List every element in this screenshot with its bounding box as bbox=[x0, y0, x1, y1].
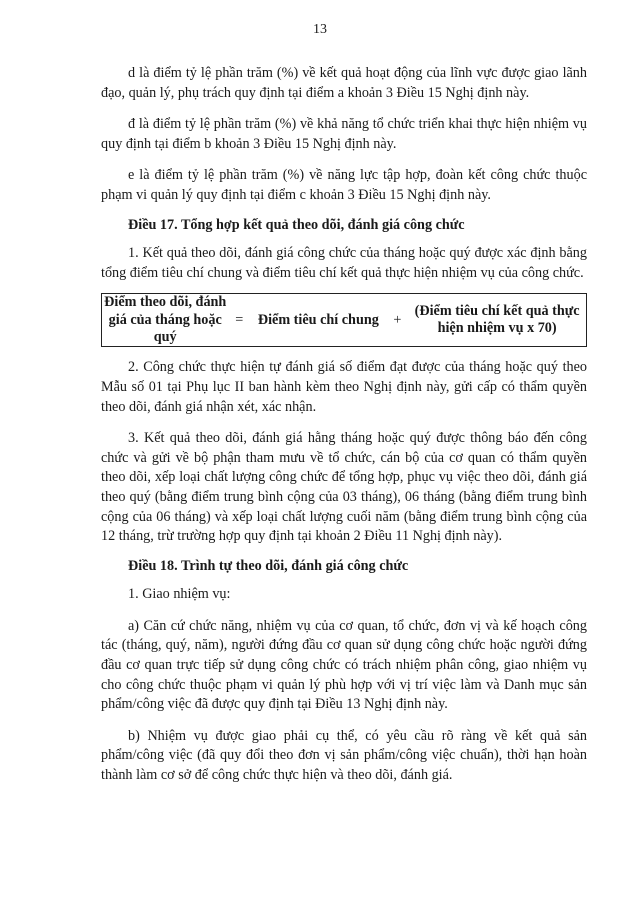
article-18-clause-1: 1. Giao nhiệm vụ: bbox=[128, 586, 231, 603]
article-18-point-b: b) Nhiệm vụ được giao phải cụ thể, có yêu cầu rõ ràng về kết quả sản phẩm/công việc (đã quy đổi theo đơn vị sản phẩm/công việc chuẩn), thời hạn hoàn thành làm cơ sở để công chức thực hiện và theo dõi, đánh giá. bbox=[101, 727, 587, 784]
formula-equals: = bbox=[235, 311, 244, 328]
formula-left-term: Điểm theo dõi, đánh giá của tháng hoặc quý bbox=[104, 294, 227, 346]
article-18-point-a: a) Căn cứ chức năng, nhiệm vụ của cơ quan, tổ chức, đơn vị và kế hoạch công tác (tháng, quý, năm), người đứng đầu cơ quan sử dụng công chức hoặc người đứng đầu cơ quan trực tiếp sử dụng công chức có trách nhiệm phân công, giao nhiệm vụ cho công chức thuộc phạm vi quản lý phù hợp với vị trí việc làm và Danh mục sản phẩm/công việc đã được quy định tại Điều 13 Nghị định này. bbox=[101, 617, 587, 713]
article-17-clause-3: 3. Kết quả theo dõi, đánh giá hằng tháng hoặc quý được thông báo đến công chức và gửi về bộ phận tham mưu về tổ chức, cán bộ của cơ quan có thẩm quyền theo dõi, xếp loại chất lượng công chức để tổng hợp, phục vụ việc theo dõi, đánh giá theo quý (bằng điểm trung bình cộng của 03 tháng), 06 tháng (bằng điểm trung bình cộng của 06 tháng) và xếp loại chất lượng cuối năm (bằng điểm trung bình cộng của 12 tháng, trừ trường hợp quy định tại khoản 2 Điều 11 Nghị định này). bbox=[101, 430, 587, 545]
paragraph-dd: đ là điểm tỷ lệ phần trăm (%) về khả năng tổ chức triển khai thực hiện nhiệm vụ quy định tại điểm b khoản 3 Điều 15 Nghị định này. bbox=[101, 116, 587, 152]
formula-plus: + bbox=[393, 311, 402, 328]
score-formula-box bbox=[101, 293, 587, 347]
article-17-clause-2: 2. Công chức thực hiện tự đánh giá số điểm đạt được của tháng hoặc quý theo Mẫu số 01 tại Phụ lục II ban hành kèm theo Nghị định này, gửi cấp có thẩm quyền theo dõi, đánh giá nhận xét, xác nhận. bbox=[101, 359, 587, 415]
paragraph-d: d là điểm tỷ lệ phần trăm (%) về kết quả hoạt động của lĩnh vực được giao lãnh đạo, quản lý, phụ trách quy định tại điểm a khoản 3 Điều 15 Nghị định này. bbox=[101, 65, 587, 101]
page-number: 13 bbox=[313, 22, 327, 37]
paragraph-e: e là điểm tỷ lệ phần trăm (%) về năng lực tập hợp, đoàn kết công chức thuộc phạm vi quản lý quy định tại điểm c khoản 3 Điều 15 Nghị định này. bbox=[101, 167, 587, 203]
formula-right-term: (Điểm tiêu chí kết quả thực hiện nhiệm vụ x 70) bbox=[414, 302, 580, 337]
formula-middle-term: Điểm tiêu chí chung bbox=[257, 311, 379, 328]
article-18-heading: Điều 18. Trình tự theo dõi, đánh giá công chức bbox=[128, 557, 409, 574]
article-17-clause-1: 1. Kết quả theo dõi, đánh giá công chức của tháng hoặc quý được xác định bằng tổng điểm tiêu chí chung và điểm tiêu chí kết quả thực hiện nhiệm vụ của công chức. bbox=[101, 245, 587, 281]
document-body bbox=[101, 64, 587, 798]
article-17-heading: Điều 17. Tổng hợp kết quả theo dõi, đánh giá công chức bbox=[128, 216, 465, 233]
